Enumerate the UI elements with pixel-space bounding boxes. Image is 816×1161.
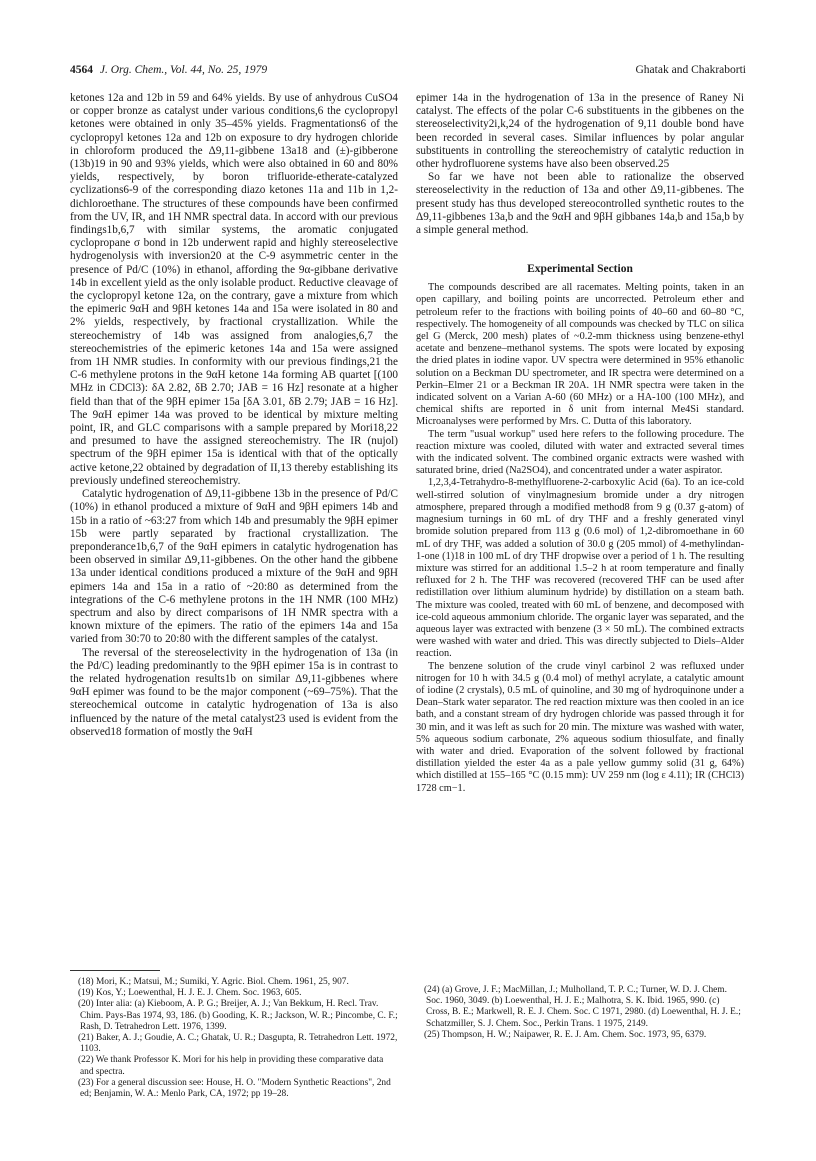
left-paragraph-2: Catalytic hydrogenation of Δ9,11-gibbene 13b in the presence of Pd/C (10%) in ethanol produced a mixture of 9αH and 9βH epimers 14b and 15b in a ratio of ~63:27 from which 14b and presumably the 9βH epimer 15b were partly separated by fractional crystallization. The preponderance1b,6,7 of the 9αH epimers in catalytic hydrogenation has been observed in similar Δ9,11-gibbenes. On the other hand the gibbene 13a under identical conditions produced a mixture of the 9αH and 9βH epimers 14a and 15a in a ratio of ~20:80 as determined from the integrations of the C-6 methylene protons in the 1H NMR (100 MHz) spectrum and also by direct comparisons of 1H NMR spectra with a known mixture of the epimers. The ratio of the epimers 14a and 15a varied from 30:70 to 20:80 with the different samples of the catalyst. <box>70 488 398 646</box>
right-footnotes <box>416 985 744 1041</box>
exp-paragraph-1: The compounds described are all racemates. Melting points, taken in an open capillary, and boiling points are uncorrected. Petroleum ether and petroleum refer to the fractions with boiling points of 40–60 and 60–80 °C, respectively. The homogeneity of all compounds was checked by TLC on silica gel G (Merck, 200 mesh) plates of ~0.2-mm thickness using benzene-ethyl acetate and benzene–methanol systems. The spots were located by exposing the dried plates in iodine vapor. UV spectra were determined in 95% ethanolic solution on a Beckman DU spectrometer, and IR spectra were determined on a Perkin–Elmer 21 or a Beckman IR 20A. 1H NMR spectra were taken in the indicated solvent on a Varian A-60 (60 MHz) or a HA-100 (100 MHz), and chemical shifts are reported in δ unit from internal Me4Si standard. Microanalyses were performed by Mrs. C. Dutta of this laboratory. <box>416 282 744 428</box>
left-footnotes <box>70 970 398 1100</box>
footnote-22: (22) We thank Professor K. Mori for his help in providing these comparative data and spectra. <box>78 1055 384 1077</box>
left-paragraph-3: The reversal of the stereoselectivity in the hydrogenation of 13a (in the Pd/C) leading predominantly to the 9βH epimer 15a is in contrast to the related hydrogenation results1b on similar Δ9,11-gibbenes where 9αH epimer was found to be the major component (~69–75%). That the stereochemical outcome in catalytic hydrogenation of 13a is also influenced by the nature of the metal catalyst23 used is evident from the observed18 formation of mostly the 9αH <box>70 646 398 738</box>
left-paragraph-1: ketones 12a and 12b in 59 and 64% yields. By use of anhydrous CuSO4 or copper bronze as catalyst under various conditions,6 the cyclopropyl ketones were obtained in only 35–45% yields. Fragmentations6 of the cyclopropyl ketones 12a and 12b on exposure to dry hydrogen chloride in chloroform produced the Δ9,11-gibbene 13a18 and (±)-gibberone (13b)19 in 90 and 93% yields, which were also obtained in 60 and 80% yields, respectively, by boron trifluoride-etherate-catalyzed cyclizations6-9 of the corresponding diazo ketones 11a and 11b in 1,2-dichloroethane. The structures of these compounds have been confirmed from the UV, IR, and 1H NMR spectral data. In accord with our previous findings1b,6,7 with similar systems, the aromatic conjugated cyclopropane σ bond in 12b underwent rapid and highly stereoselective hydrogenolysis with inversion20 at the C-9 asymmetric center in the presence of Pd/C (10%) in ethanol, affording the 9α-gibbane derivative 14b in excellent yield as the only isolable product. Reductive cleavage of the cyclopropyl ketone 12a, on the contrary, gave a mixture from which the epimeric 9αH and 9βH ketones 14a and 15a were isolated in 80 and 2% yields, respectively, by fractional crystallization. While the stereochemistry of 14b was assigned from analogies,6,7 the stereochemistries of the epimeric ketones 14a and 15a were assigned from 1H NMR studies. In conformity with our previous findings,21 the C-6 methylene protons in the 9αH ketone 14a forming AB quartet [(100 MHz in CDCl3): δA 2.82, δB 2.70; JAB = 16 Hz] resonate at a higher field than that of the 9βH epimer 15a [δA 3.01, δB 2.79; JAB = 16 Hz]. The 9αH epimer 14a was proved to be identical by mixture melting point, IR, and GLC comparisons with a sample prepared by Mori18,22 and presumed to have the assigned stereochemistry. The IR (nujol) spectrum of the 9βH epimer 15a is identical with that of the optically active ketone,22 obtained by degradation of II,13 thereby establishing its previously undefined stereochemistry. <box>70 92 398 487</box>
journal-citation: J. Org. Chem., Vol. 44, No. 25, 1979 <box>99 64 268 76</box>
section-title: Experimental Section <box>527 263 633 276</box>
exp-paragraph-2: The term "usual workup" used here refers to the following procedure. The reaction mixture was cooled, diluted with water and extracted several times with the indicated solvent. The combined organic extracts were washed with saturated brine, dried (Na2SO4), and concentrated under a water aspirator. <box>416 428 744 477</box>
right-column <box>416 92 744 795</box>
left-column <box>70 92 398 739</box>
footnote-23: (23) For a general discussion see: House, H. O. "Modern Synthetic Reactions", 2nd ed; Benjamin, W. A.: Menlo Park, CA, 1972; pp 19–28. <box>78 1077 391 1100</box>
footnote-24: (24) (a) Grove, J. F.; MacMillan, J.; Mulholland, T. P. C.; Turner, W. D. J. Chem. Soc. 1960, 3049. (b) Loewenthal, H. J. E.; Malhotra, S. K. Ibid. 1965, 990. (c) Cross, B. E.; Markwell, R. E. J. Chem. Soc. C 1971, 2980. (d) Loewenthal, H. J. E.; Schatzmiller, S. J. Chem. Soc., Perkin Trans. 1 1975, 2149. <box>424 985 741 1029</box>
header-authors: Ghatak and Chakraborti <box>635 64 746 76</box>
exp-paragraph-4: The benzene solution of the crude vinyl carbinol 2 was refluxed under nitrogen for 10 h with 34.5 g (0.4 mol) of methyl acrylate, a catalytic amount of iodine (2 crystals), 0.5 mL of quinoline, and 30 mg of hydroquinone under a Dean–Stark water separator. The red reaction mixture was then cooled in an ice bath, and a constant stream of dry hydrogen chloride was passed through it for 30 min, and it was left as such for 20 min. The mixture was washed with water, 5% aqueous sodium carbonate, 2% aqueous sodium thiosulfate, and finally with water and dried. Evaporation of the solvent followed by fractional distillation yielded the ester 4a as a pale yellow gummy solid (31 g, 64%) which distilled at 155–165 °C (0.15 mm): UV 259 nm (log ε 4.11); IR (CHCl3) 1728 cm−1. <box>416 660 744 794</box>
exp-paragraph-3: 1,2,3,4-Tetrahydro-8-methylfluorene-2-carboxylic Acid (6a). To an ice-cold well-stirred solution of vinylmagnesium bromide under a dry nitrogen atmosphere, prepared through a modified method8 from 9 g (0.37 g-atom) of magnesium turnings in 60 mL of dry THF and a freshly generated vinyl bromide solution prepared from 113 g (0.6 mol) of 1,2-dibromoethane in 60 mL of dry THF, was added a solution of 30.0 g (205 mmol) of 4-methylindan-1-one (1)18 in 100 mL of dry THF dropwise over a period of 1 h. The resulting mixture was stirred for an additional 1.5–2 h at room temperature and finally refluxed for 2 h. The THF was recovered (recovered THF can be used after redistillation over lithium aluminum hydride) by distillation on a steam bath. The mixture was cooled, treated with 60 mL of benzene, and decomposed with ice-cold aqueous ammonium chloride. The organic layer was separated, and the aqueous layer was extracted with benzene (3 × 50 mL). The combined extracts were washed with water and dried. This was directly subjected to Diels–Alder reaction. <box>416 477 744 660</box>
footnote-21: (21) Baker, A. J.; Goudie, A. C.; Ghatak, U. R.; Dasgupta, R. Tetrahedron Lett. 1972, 1103. <box>78 1033 398 1055</box>
footnote-25: (25) Thompson, H. W.; Naipawer, R. E. J. Am. Chem. Soc. 1973, 95, 6379. <box>424 1029 707 1040</box>
right-paragraph-2: So far we have not been able to rationalize the observed stereoselectivity in the reduction of 13a and other Δ9,11-gibbenes. The present study has thus developed stereocontrolled synthetic routes to the Δ9,11-gibbenes 13a,b and the 9αH and 9βH gibbanes 14a,b and 15a,b by a simple general method. <box>416 171 744 237</box>
page-number: 4564 <box>70 64 93 76</box>
footnote-18: (18) Mori, K.; Matsui, M.; Sumiki, Y. Agric. Biol. Chem. 1961, 25, 907. <box>78 977 349 987</box>
footnote-19: (19) Kos, Y.; Loewenthal, H. J. E. J. Chem. Soc. 1963, 605. <box>78 988 302 999</box>
footnote-20: (20) Inter alia: (a) Kieboom, A. P. G.; Breijer, A. J.; Van Bekkum, H. Recl. Trav. Chim. Pays-Bas 1974, 93, 186. (b) Gooding, K. R.; Jackson, W. R.; Pincombe, C. F.; Rash, D. Tetrahedron Lett. 1976, 1399. <box>78 999 398 1032</box>
right-paragraph-1: epimer 14a in the hydrogenation of 13a in the presence of Raney Ni catalyst. The effects of the polar C-6 substituents in the gibbenes on the stereoselectivity2i,k,24 of the hydrogenation of 9,11 double bond have been recorded in several cases. Similar influences by polar angular substituents in controlling the stereochemistry of catalytic reduction in other hydrofluorene systems have also been observed.25 <box>416 92 744 171</box>
running-header <box>70 64 746 82</box>
header-left <box>70 64 267 76</box>
footnote-rule <box>70 970 160 971</box>
